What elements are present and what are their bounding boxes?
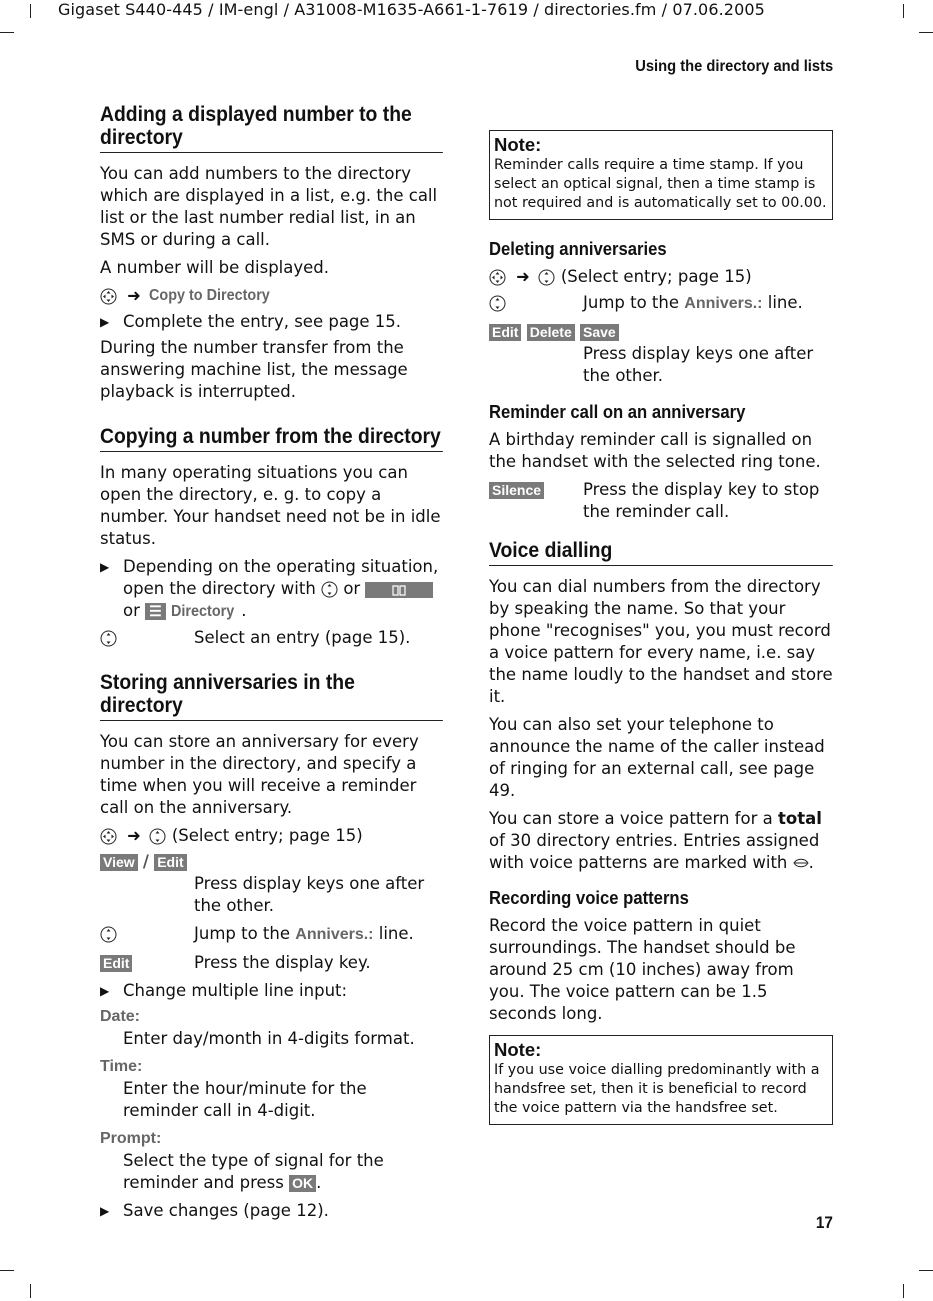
left-column — [100, 103, 443, 1226]
paragraph: You can add numbers to the directory which are displayed in a list, e.g. the call list or the last number redial list, in an SMS or during a call. — [100, 164, 438, 249]
crop-mark — [903, 1284, 904, 1298]
param-label: Prompt: — [100, 1130, 162, 1147]
param-text: Select the type of signal for the reminder and press OK . — [123, 1151, 384, 1192]
menu-list-icon: ☰ — [145, 603, 166, 620]
paragraph: You can store a voice pattern for a total of 30 directory entries. Entries assigned with voice patterns are marked with . — [489, 808, 833, 875]
arrow-right-icon: ➜ — [127, 286, 141, 305]
section-header: Using the directory and lists — [635, 58, 833, 75]
heading-recording-voice: Recording voice patterns — [489, 886, 689, 908]
nav-key-icon — [538, 269, 555, 286]
nav-key-icon — [149, 828, 166, 845]
ok-key[interactable]: OK — [289, 1175, 316, 1192]
nav-key-icon — [489, 269, 506, 286]
heading-voice-dialling: Voice dialling — [489, 539, 833, 566]
heading-deleting-anniversaries: Deleting anniversaries — [489, 238, 667, 259]
delete-key[interactable]: Delete — [527, 324, 575, 341]
heading-adding-number: Adding a displayed number to the directory — [100, 103, 443, 153]
instruction-row: Press display keys one after the other. — [583, 344, 814, 385]
note-title: Note: — [494, 134, 542, 155]
right-column — [489, 130, 833, 1143]
paragraph: You can store an anniversary for every number in the directory, and specify a time when you will receive a reminder call on the anniversary. — [100, 732, 419, 817]
instruction-row: Jump to the Annivers.: line. — [100, 923, 443, 946]
heading-reminder-call: Reminder call on an anniversary — [489, 401, 746, 422]
nav-key-icon — [489, 295, 506, 312]
crop-mark — [0, 32, 14, 33]
list-item: ▶ Change multiple line input: — [100, 981, 348, 1000]
crop-mark — [903, 4, 904, 18]
save-key[interactable]: Save — [580, 324, 619, 341]
crop-mark — [0, 1270, 14, 1271]
edit-key[interactable]: Edit — [100, 955, 132, 972]
note-box — [489, 130, 833, 220]
triangle-bullet-icon: ▶ — [100, 984, 110, 998]
command-row: ➜ (Select entry; page 15) — [489, 266, 833, 288]
instruction-row: Edit Press the display key. — [100, 952, 443, 974]
crop-mark — [919, 32, 933, 33]
command-row — [100, 285, 443, 307]
list-item: ▶ Save changes (page 12). — [100, 1201, 329, 1220]
note-title: Note: — [494, 1038, 542, 1060]
crop-mark — [919, 1270, 933, 1271]
edit-key[interactable]: Edit — [489, 324, 521, 341]
paragraph: You can also set your telephone to announce the name of the caller instead of ringing for an external call, see page 49. — [489, 715, 825, 800]
list-item: ▶ Depending on the operating situation, open the directory with or or ☰ Directory . — [100, 556, 443, 623]
heading-copying-number: Copying a number from the directory — [100, 425, 443, 452]
menu-command: Copy to Directory — [148, 287, 270, 304]
triangle-bullet-icon: ▶ — [100, 315, 110, 329]
nav-key-icon — [100, 828, 117, 845]
note-body: Reminder calls require a time stamp. If you select an optical signal, then a time stamp is not required and is automatically set to 00.00. — [494, 157, 827, 211]
paragraph: You can dial numbers from the directory by speaking the name. So that your phone "recognises" you, you must record a voice pattern for every name, i.e. say the name loudly to the handset and store it. — [489, 577, 833, 706]
nav-key-icon — [100, 288, 117, 305]
directory-book-icon — [365, 582, 433, 598]
paragraph: In many operating situations you can open the directory, e. g. to copy a number. Your handset need not be in idle status. — [100, 463, 441, 548]
instruction-row: Select an entry (page 15). — [100, 627, 443, 649]
paragraph: During the number transfer from the answering machine list, the message playback is interrupted. — [100, 338, 408, 401]
nav-key-icon — [100, 630, 117, 647]
param-label: Time: — [100, 1058, 143, 1075]
param-text: Enter day/month in 4-digits format. — [123, 1029, 415, 1048]
display-keys: View / Edit — [100, 851, 443, 873]
paragraph: A number will be displayed. — [100, 258, 329, 277]
triangle-bullet-icon: ▶ — [100, 560, 110, 574]
instruction-row: Press display keys one after the other. — [194, 874, 425, 915]
view-key[interactable]: View — [100, 854, 138, 871]
instruction-row: Jump to the Annivers.: line. — [489, 292, 833, 315]
paragraph: Record the voice pattern in quiet surroundings. The handset should be around 25 cm (10 inches) away from you. The voice pattern can be 1.5 seconds long. — [489, 915, 796, 1023]
crop-mark — [30, 1284, 31, 1298]
command-row: ➜ (Select entry; page 15) — [100, 825, 443, 847]
display-keys — [489, 321, 833, 343]
lips-icon — [793, 853, 809, 875]
silence-key[interactable]: Silence — [489, 482, 544, 499]
param-label: Date: — [100, 1008, 141, 1025]
param-text: Enter the hour/minute for the reminder call in 4-digit. — [123, 1079, 367, 1120]
nav-key-icon — [100, 926, 117, 943]
triangle-bullet-icon: ▶ — [100, 1204, 110, 1218]
paragraph: A birthday reminder call is signalled on the handset with the selected ring tone. — [489, 430, 821, 471]
note-body: If you use voice dialling predominantly with a handsfree set, then it is beneficial to record the voice pattern via the handsfree set. — [494, 1061, 820, 1116]
page-number: 17 — [815, 1213, 833, 1232]
nav-key-icon — [321, 581, 338, 598]
crop-mark — [30, 4, 31, 18]
file-header: Gigaset S440-445 / IM-engl / A31008-M1635-A661-1-7619 / directories.fm / 07.06.2005 — [58, 0, 765, 19]
arrow-right-icon: ➜ — [516, 267, 530, 286]
instruction-row: Silence Press the display key to stop the reminder call. — [489, 479, 833, 523]
list-item: ▶ Complete the entry, see page 15. — [100, 312, 402, 331]
note-box — [489, 1035, 833, 1125]
edit-key[interactable]: Edit — [154, 854, 186, 871]
heading-storing-anniversaries: Storing anniversaries in the directory — [100, 671, 443, 721]
arrow-right-icon: ➜ — [127, 826, 141, 845]
